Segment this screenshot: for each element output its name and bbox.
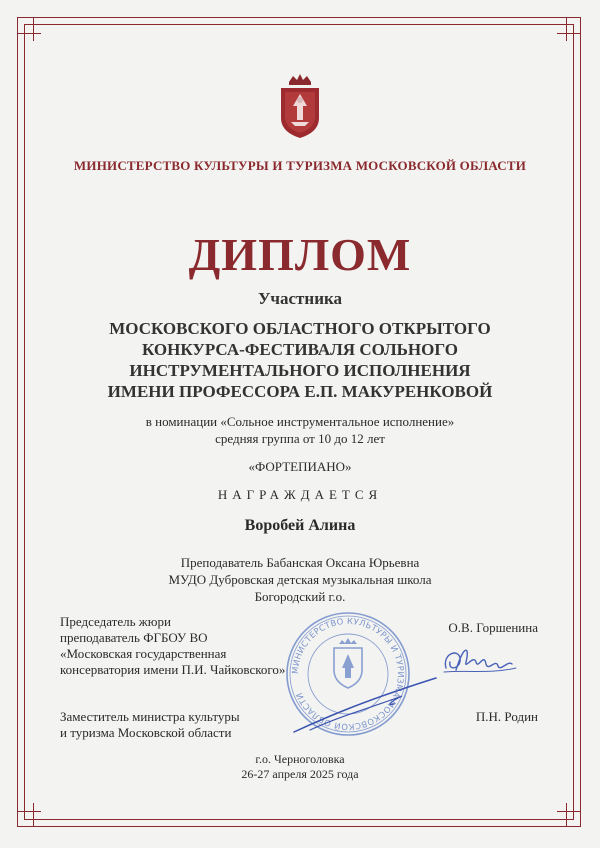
contest-line: КОНКУРСА-ФЕСТИВАЛЯ СОЛЬНОГО: [142, 340, 458, 359]
corner-ornament: [566, 17, 567, 41]
jury-chair-title: [60, 614, 285, 678]
jury-chair-line: Председатель жюри: [60, 614, 171, 629]
teacher-line: Богородский г.о.: [254, 589, 346, 604]
corner-ornament: [33, 17, 34, 41]
deputy-name: П.Н. Родин: [475, 709, 538, 724]
nomination-line: в номинации «Сольное инструментальное исполнение»: [145, 414, 455, 429]
jury-chair-line: консерватория имени П.И. Чайковского»: [60, 662, 286, 677]
corner-ornament: [566, 803, 567, 827]
deputy-line: Заместитель министра культуры: [60, 709, 240, 724]
instrument: «ФОРТЕПИАНО»: [248, 459, 352, 474]
coat-of-arms-icon: [275, 72, 325, 140]
corner-ornament: [17, 811, 41, 812]
contest-line: ИМЕНИ ПРОФЕССОРА Е.П. МАКУРЕНКОВОЙ: [107, 382, 493, 401]
stamp-text: МИНИСТЕРСТВО КУЛЬТУРЫ И ТУРИЗМА МОСКОВСКОЙ ОБЛАСТИ: [289, 615, 407, 733]
contest-name: [0, 318, 600, 402]
corner-ornament: [17, 33, 41, 34]
teacher-line: Преподаватель Бабанская Оксана Юрьевна: [180, 555, 420, 570]
city-date: [0, 752, 600, 782]
city: г.о. Черноголовка: [255, 752, 345, 766]
contest-line: МОСКОВСКОГО ОБЛАСТНОГО ОТКРЫТОГО: [109, 319, 491, 338]
deputy-title: [60, 709, 240, 741]
nomination-line: средняя группа от 10 до 12 лет: [215, 431, 385, 446]
recipient-name: Воробей Алина: [244, 517, 356, 534]
diploma-title: ДИПЛОМ: [188, 229, 412, 280]
corner-ornament: [557, 33, 581, 34]
diploma-subtitle: Участника: [257, 289, 343, 308]
jury-chair-signature: [440, 640, 520, 682]
deputy-signature: [290, 672, 440, 736]
corner-ornament: [33, 803, 34, 827]
date: 26-27 апреля 2025 года: [241, 767, 359, 781]
jury-chair-line: преподаватель ФГБОУ ВО: [60, 630, 208, 645]
nomination: [0, 413, 600, 447]
jury-chair-name: О.В. Горшенина: [448, 620, 538, 635]
contest-line: ИНСТРУМЕНТАЛЬНОГО ИСПОЛНЕНИЯ: [129, 361, 471, 380]
awarded-label: НАГРАЖДАЕТСЯ: [217, 487, 383, 502]
jury-chair-line: «Московская государственная: [60, 646, 227, 661]
teacher-info: [0, 554, 600, 605]
ministry-name: МИНИСТЕРСТВО КУЛЬТУРЫ И ТУРИЗМА МОСКОВСКОЙ ОБЛАСТИ: [73, 158, 527, 173]
teacher-line: МУДО Дубровская детская музыкальная школа: [168, 572, 432, 587]
deputy-line: и туризма Московской области: [60, 725, 232, 740]
corner-ornament: [557, 811, 581, 812]
